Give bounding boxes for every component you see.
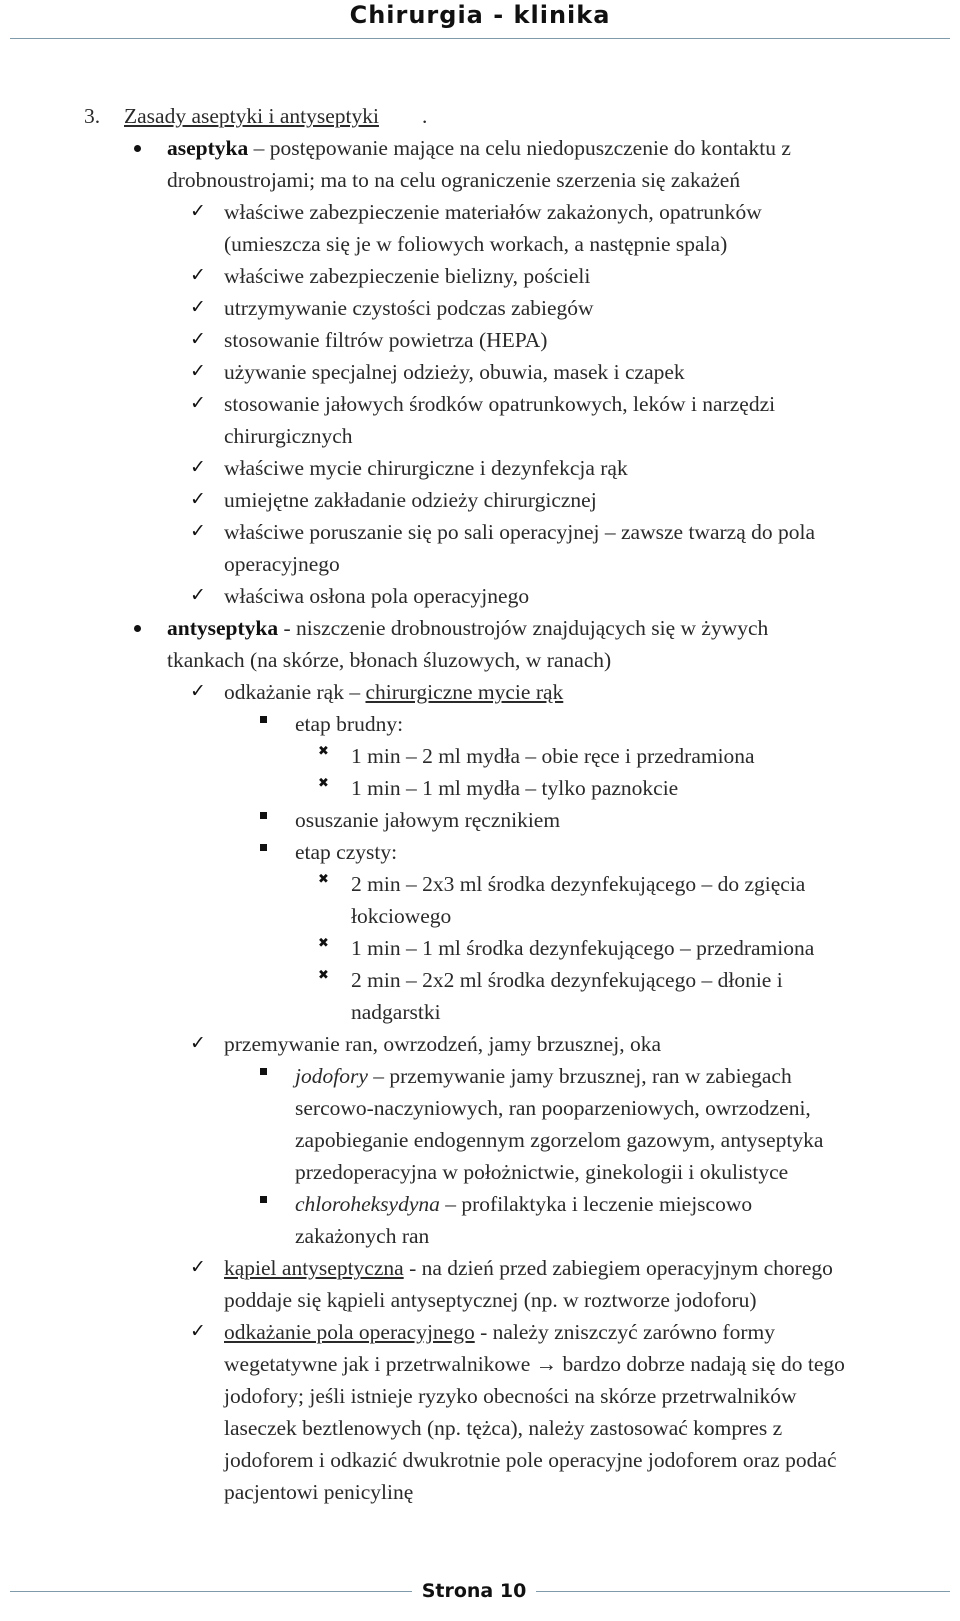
section-title-text: Zasady aseptyki i antyseptyki [124, 104, 379, 128]
check-icon: ✓ [190, 488, 206, 510]
page-header [0, 0, 960, 40]
list-item: (umieszcza się je w foliowych workach, a następnie spala) [224, 232, 728, 256]
chlor-text: – profilaktyka i leczenie miejscowo [439, 1192, 753, 1216]
list-item: łokciowego [351, 904, 452, 928]
footer-divider-right [536, 1591, 950, 1592]
list-item: pacjentowi penicylinę [224, 1480, 414, 1504]
section-title-suffix: . [422, 104, 428, 128]
list-item: operacyjnego [224, 552, 340, 576]
pole-text: - należy zniszczyć zarówno formy [474, 1320, 775, 1344]
jodofory-line-1 [295, 1060, 792, 1092]
list-item: właściwe mycie chirurgiczne i dezynfekcja rąk [224, 456, 628, 480]
check-icon: ✓ [190, 1032, 206, 1054]
list-item: 2 min – 2x3 ml środka dezynfekującego – do zgięcia [351, 872, 806, 896]
list-item: wegetatywne jak i przetrwalnikowe → bardzo dobrze nadają się do tego [224, 1352, 845, 1376]
odkazanie-pola-link[interactable]: odkażanie pola operacyjnego [224, 1320, 475, 1344]
cross-icon: ✖ [318, 776, 329, 791]
list-item: stosowanie jałowych środków opatrunkowych, leków i narzędzi [224, 392, 776, 416]
list-item: jodofory; jeśli istnieje ryzyko obecności na skórze przetrwalników [224, 1384, 797, 1408]
list-item: zakażonych ran [295, 1224, 430, 1248]
kapiel-antyseptyczna-link[interactable]: kąpiel antyseptyczna [224, 1256, 404, 1280]
section-title [124, 100, 379, 132]
bullet-icon [134, 145, 141, 152]
antyseptyka-def-1: - niszczenie drobnoustrojów znajdujących się w żywych [278, 616, 769, 640]
aseptyka-def-1: – postępowanie mające na celu niedopuszczenie do kontaktu z [248, 136, 791, 160]
kapiel-text: - na dzień przed zabiegiem operacyjnym chorego [403, 1256, 833, 1280]
header-divider [10, 38, 950, 39]
list-item: osuszanie jałowym ręcznikiem [295, 808, 561, 832]
list-item: utrzymywanie czystości podczas zabiegów [224, 296, 594, 320]
kapiel-line-1 [224, 1252, 833, 1284]
cross-icon: ✖ [318, 872, 329, 887]
pole-line-1 [224, 1316, 775, 1348]
list-item: chirurgicznych [224, 424, 353, 448]
list-item: 2 min – 2x2 ml środka dezynfekującego – dłonie i [351, 968, 783, 992]
list-item: przemywanie ran, owrzodzeń, jamy brzusznej, oka [224, 1032, 661, 1056]
page-footer [0, 1576, 960, 1606]
chlor-line-1 [295, 1188, 752, 1220]
aseptyka-definition-line-1 [167, 132, 791, 164]
list-item: laseczek beztlenowych (np. tężca), należy zastosować kompres z [224, 1416, 783, 1440]
footer-divider-left [10, 1591, 412, 1592]
list-item: nadgarstki [351, 1000, 441, 1024]
antyseptyka-definition-line-1 [167, 612, 768, 644]
odkazanie-prefix: odkażanie rąk – [224, 680, 366, 704]
cross-icon: ✖ [318, 744, 329, 759]
list-item: sercowo-naczyniowych, ran pooparzeniowych, owrzodzeni, [295, 1096, 811, 1120]
square-bullet-icon [260, 1196, 267, 1203]
check-icon: ✓ [190, 584, 206, 606]
check-icon: ✓ [190, 328, 206, 350]
check-icon: ✓ [190, 1256, 206, 1278]
page-number: Strona 10 [421, 1580, 527, 1602]
list-item: używanie specjalnej odzieży, obuwia, masek i czapek [224, 360, 685, 384]
jodofory-text: – przemywanie jamy brzusznej, ran w zabiegach [367, 1064, 792, 1088]
aseptyka-term: aseptyka [167, 136, 249, 160]
check-icon: ✓ [190, 296, 206, 318]
list-item: przedoperacyjna w położnictwie, ginekologii i okulistyce [295, 1160, 789, 1184]
header-title: Chirurgia - klinika [349, 1, 611, 29]
square-bullet-icon [260, 812, 267, 819]
list-item: 1 min – 2 ml mydła – obie ręce i przedramiona [351, 744, 755, 768]
check-icon: ✓ [190, 200, 206, 222]
check-icon: ✓ [190, 392, 206, 414]
list-item: właściwe poruszanie się po sali operacyjnej – zawsze twarzą do pola [224, 520, 816, 544]
chirurgiczne-mycie-link[interactable]: chirurgiczne mycie rąk [365, 680, 564, 704]
check-icon: ✓ [190, 1320, 206, 1342]
check-icon: ✓ [190, 680, 206, 702]
check-icon: ✓ [190, 360, 206, 382]
check-icon: ✓ [190, 264, 206, 286]
list-item: 1 min – 1 ml mydła – tylko paznokcie [351, 776, 679, 800]
cross-icon: ✖ [318, 968, 329, 983]
square-bullet-icon [260, 716, 267, 723]
list-item: stosowanie filtrów powietrza (HEPA) [224, 328, 548, 352]
check-icon: ✓ [190, 520, 206, 542]
jodofory-term: jodofory [295, 1064, 368, 1088]
check-icon: ✓ [190, 456, 206, 478]
square-bullet-icon [260, 844, 267, 851]
list-item: właściwe zabezpieczenie bielizny, pościeli [224, 264, 591, 288]
antyseptyka-def-2: tkankach (na skórze, błonach śluzowych, w ranach) [167, 648, 612, 672]
list-item [224, 676, 563, 708]
antyseptyka-term: antyseptyka [167, 616, 279, 640]
chloroheksydyna-term: chloroheksydyna [295, 1192, 440, 1216]
list-item: etap brudny: [295, 712, 404, 736]
list-item: właściwa osłona pola operacyjnego [224, 584, 530, 608]
bullet-icon [134, 625, 141, 632]
square-bullet-icon [260, 1068, 267, 1075]
section-number: 3. [84, 104, 101, 128]
list-item: właściwe zabezpieczenie materiałów zakażonych, opatrunków [224, 200, 762, 224]
list-item: zapobieganie endogennym zgorzelom gazowym, antyseptyka [295, 1128, 824, 1152]
list-item: jodoforem i odkazić dwukrotnie pole operacyjne jodoforem oraz podać [224, 1448, 837, 1472]
cross-icon: ✖ [318, 936, 329, 951]
list-item: poddaje się kąpieli antyseptycznej (np. w roztworze jodoforu) [224, 1288, 757, 1312]
aseptyka-def-2: drobnoustrojami; ma to na celu ograniczenie szerzenia się zakażeń [167, 168, 741, 192]
list-item: etap czysty: [295, 840, 398, 864]
list-item: umiejętne zakładanie odzieży chirurgicznej [224, 488, 597, 512]
list-item: 1 min – 1 ml środka dezynfekującego – przedramiona [351, 936, 815, 960]
